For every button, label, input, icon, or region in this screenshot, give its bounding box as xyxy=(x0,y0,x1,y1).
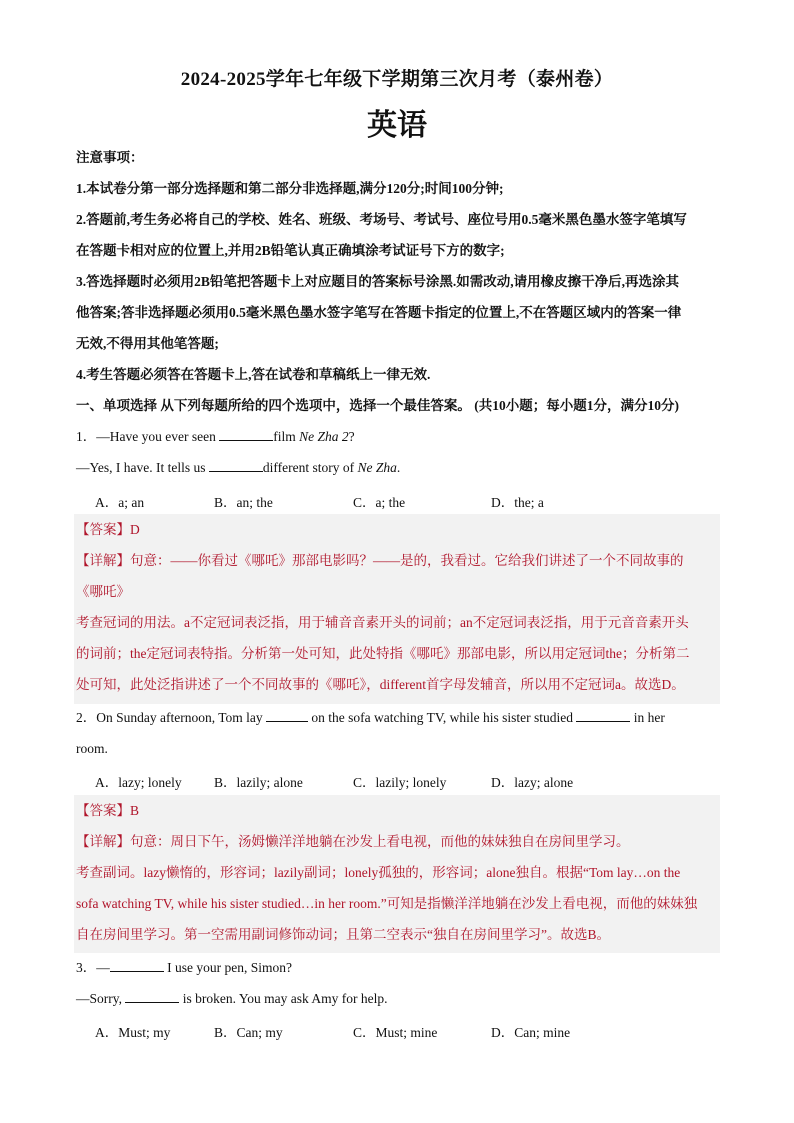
answer-blank xyxy=(219,427,273,441)
question-2-line-1: 2．On Sunday afternoon, Tom lay on the sofa watching TV, while his sister studied in her xyxy=(76,710,665,725)
q1-detail-2: 《哪吒》 xyxy=(76,584,130,599)
answer-blank xyxy=(576,708,630,722)
q2-detail-2: 考查副词。lazy懒惰的，形容词；lazily副词；lonely孤独的，形容词；alone独自。根据“Tom lay…on the xyxy=(76,865,681,880)
note-4: 4.考生答题必须答在答题卡上,答在试卷和草稿纸上一律无效. xyxy=(76,367,431,382)
note-3c: 无效,不得用其他笔答题; xyxy=(76,336,219,351)
q1-option-c: C．a; the xyxy=(353,495,406,510)
q2-option-d: D．lazy; alone xyxy=(491,775,574,790)
question-1-line-2: —Yes, I have. It tells us different story of Ne Zha. xyxy=(76,460,401,475)
q2-option-c: C．lazily; lonely xyxy=(353,775,447,790)
note-3b: 他答案;答非选择题必须用0.5毫米黑色墨水签字笔写在答题卡指定的位置上,不在答题区域内的答案一律 xyxy=(76,305,682,320)
q2-detail-4: 自在房间里学习。第一空需用副词修饰动词；且第二空表示“独自在房间里学习”。故选B。 xyxy=(76,927,610,942)
answer-blank xyxy=(266,708,308,722)
question-3-line-2: —Sorry, is broken. You may ask Amy for help. xyxy=(76,991,388,1006)
q3-option-b: B．Can; my xyxy=(214,1025,283,1040)
answer-blank xyxy=(209,458,263,472)
q2-detail-1: 【详解】句意：周日下午，汤姆懒洋洋地躺在沙发上看电视，而他的妹妹独自在房间里学习。 xyxy=(76,834,630,849)
question-3-line-1: 3．— I use your pen, Simon? xyxy=(76,960,292,975)
exam-title: 2024-2025学年七年级下学期第三次月考（泰州卷） xyxy=(180,69,614,90)
q2-option-b: B．lazily; alone xyxy=(214,775,303,790)
section-heading: 一、单项选择 从下列每题所给的四个选项中，选择一个最佳答案。 (共10小题；每小题1分，满分10分) xyxy=(76,398,679,413)
q1-answer-block xyxy=(74,514,720,704)
q2-detail-3: sofa watching TV, while his sister studied…in her room.”可知是指懒洋洋地躺在沙发上看电视，而他的妹妹独 xyxy=(76,896,698,911)
answer-blank xyxy=(110,958,164,972)
q3-option-d: D．Can; mine xyxy=(491,1025,571,1040)
q1-detail-5: 处可知，此处泛指讲述了一个不同故事的《哪吒》，different首字母发辅音，所以用不定冠词a。故选D。 xyxy=(76,677,685,692)
q3-option-c: C．Must; mine xyxy=(353,1025,438,1040)
q1-detail-3: 考查冠词的用法。a不定冠词表泛指，用于辅音音素开头的词前；an不定冠词表泛指，用于元音音素开头 xyxy=(76,615,689,630)
q2-option-a: A．lazy; lonely xyxy=(95,775,182,790)
q1-detail-4: 的词前；the定冠词表特指。分析第一处可知，此处特指《哪吒》那部电影，所以用定冠词the；分析第二 xyxy=(76,646,690,661)
question-1-line-1: 1．—Have you ever seen film Ne Zha 2? xyxy=(76,429,355,444)
q1-answer: 【答案】D xyxy=(76,522,140,537)
note-3a: 3.答选择题时必须用2B铅笔把答题卡上对应题目的答案标号涂黑.如需改动,请用橡皮擦干净后,再选涂其 xyxy=(76,274,680,289)
q1-option-a: A．a; an xyxy=(95,495,145,510)
q1-option-d: D．the; a xyxy=(491,495,544,510)
q1-detail-1: 【详解】句意：——你看过《哪吒》那部电影吗？——是的，我看过。它给我们讲述了一个不同故事的 xyxy=(76,553,684,568)
note-2b: 在答题卡相对应的位置上,并用2B铅笔认真正确填涂考试证号下方的数字; xyxy=(76,243,505,258)
subject-title: 英语 xyxy=(367,108,427,143)
note-2a: 2.答题前,考生务必将自己的学校、姓名、班级、考场号、考试号、座位号用0.5毫米黑色墨水签字笔填写 xyxy=(76,212,687,227)
question-2-line-2: room. xyxy=(76,741,108,756)
q2-answer-block xyxy=(74,795,720,953)
notes-heading: 注意事项： xyxy=(76,150,144,165)
answer-blank xyxy=(125,989,179,1003)
note-1: 1.本试卷分第一部分选择题和第二部分非选择题,满分120分;时间100分钟; xyxy=(76,181,504,196)
q2-answer: 【答案】B xyxy=(76,803,140,818)
q3-option-a: A．Must; my xyxy=(95,1025,171,1040)
q1-option-b: B．an; the xyxy=(214,495,273,510)
